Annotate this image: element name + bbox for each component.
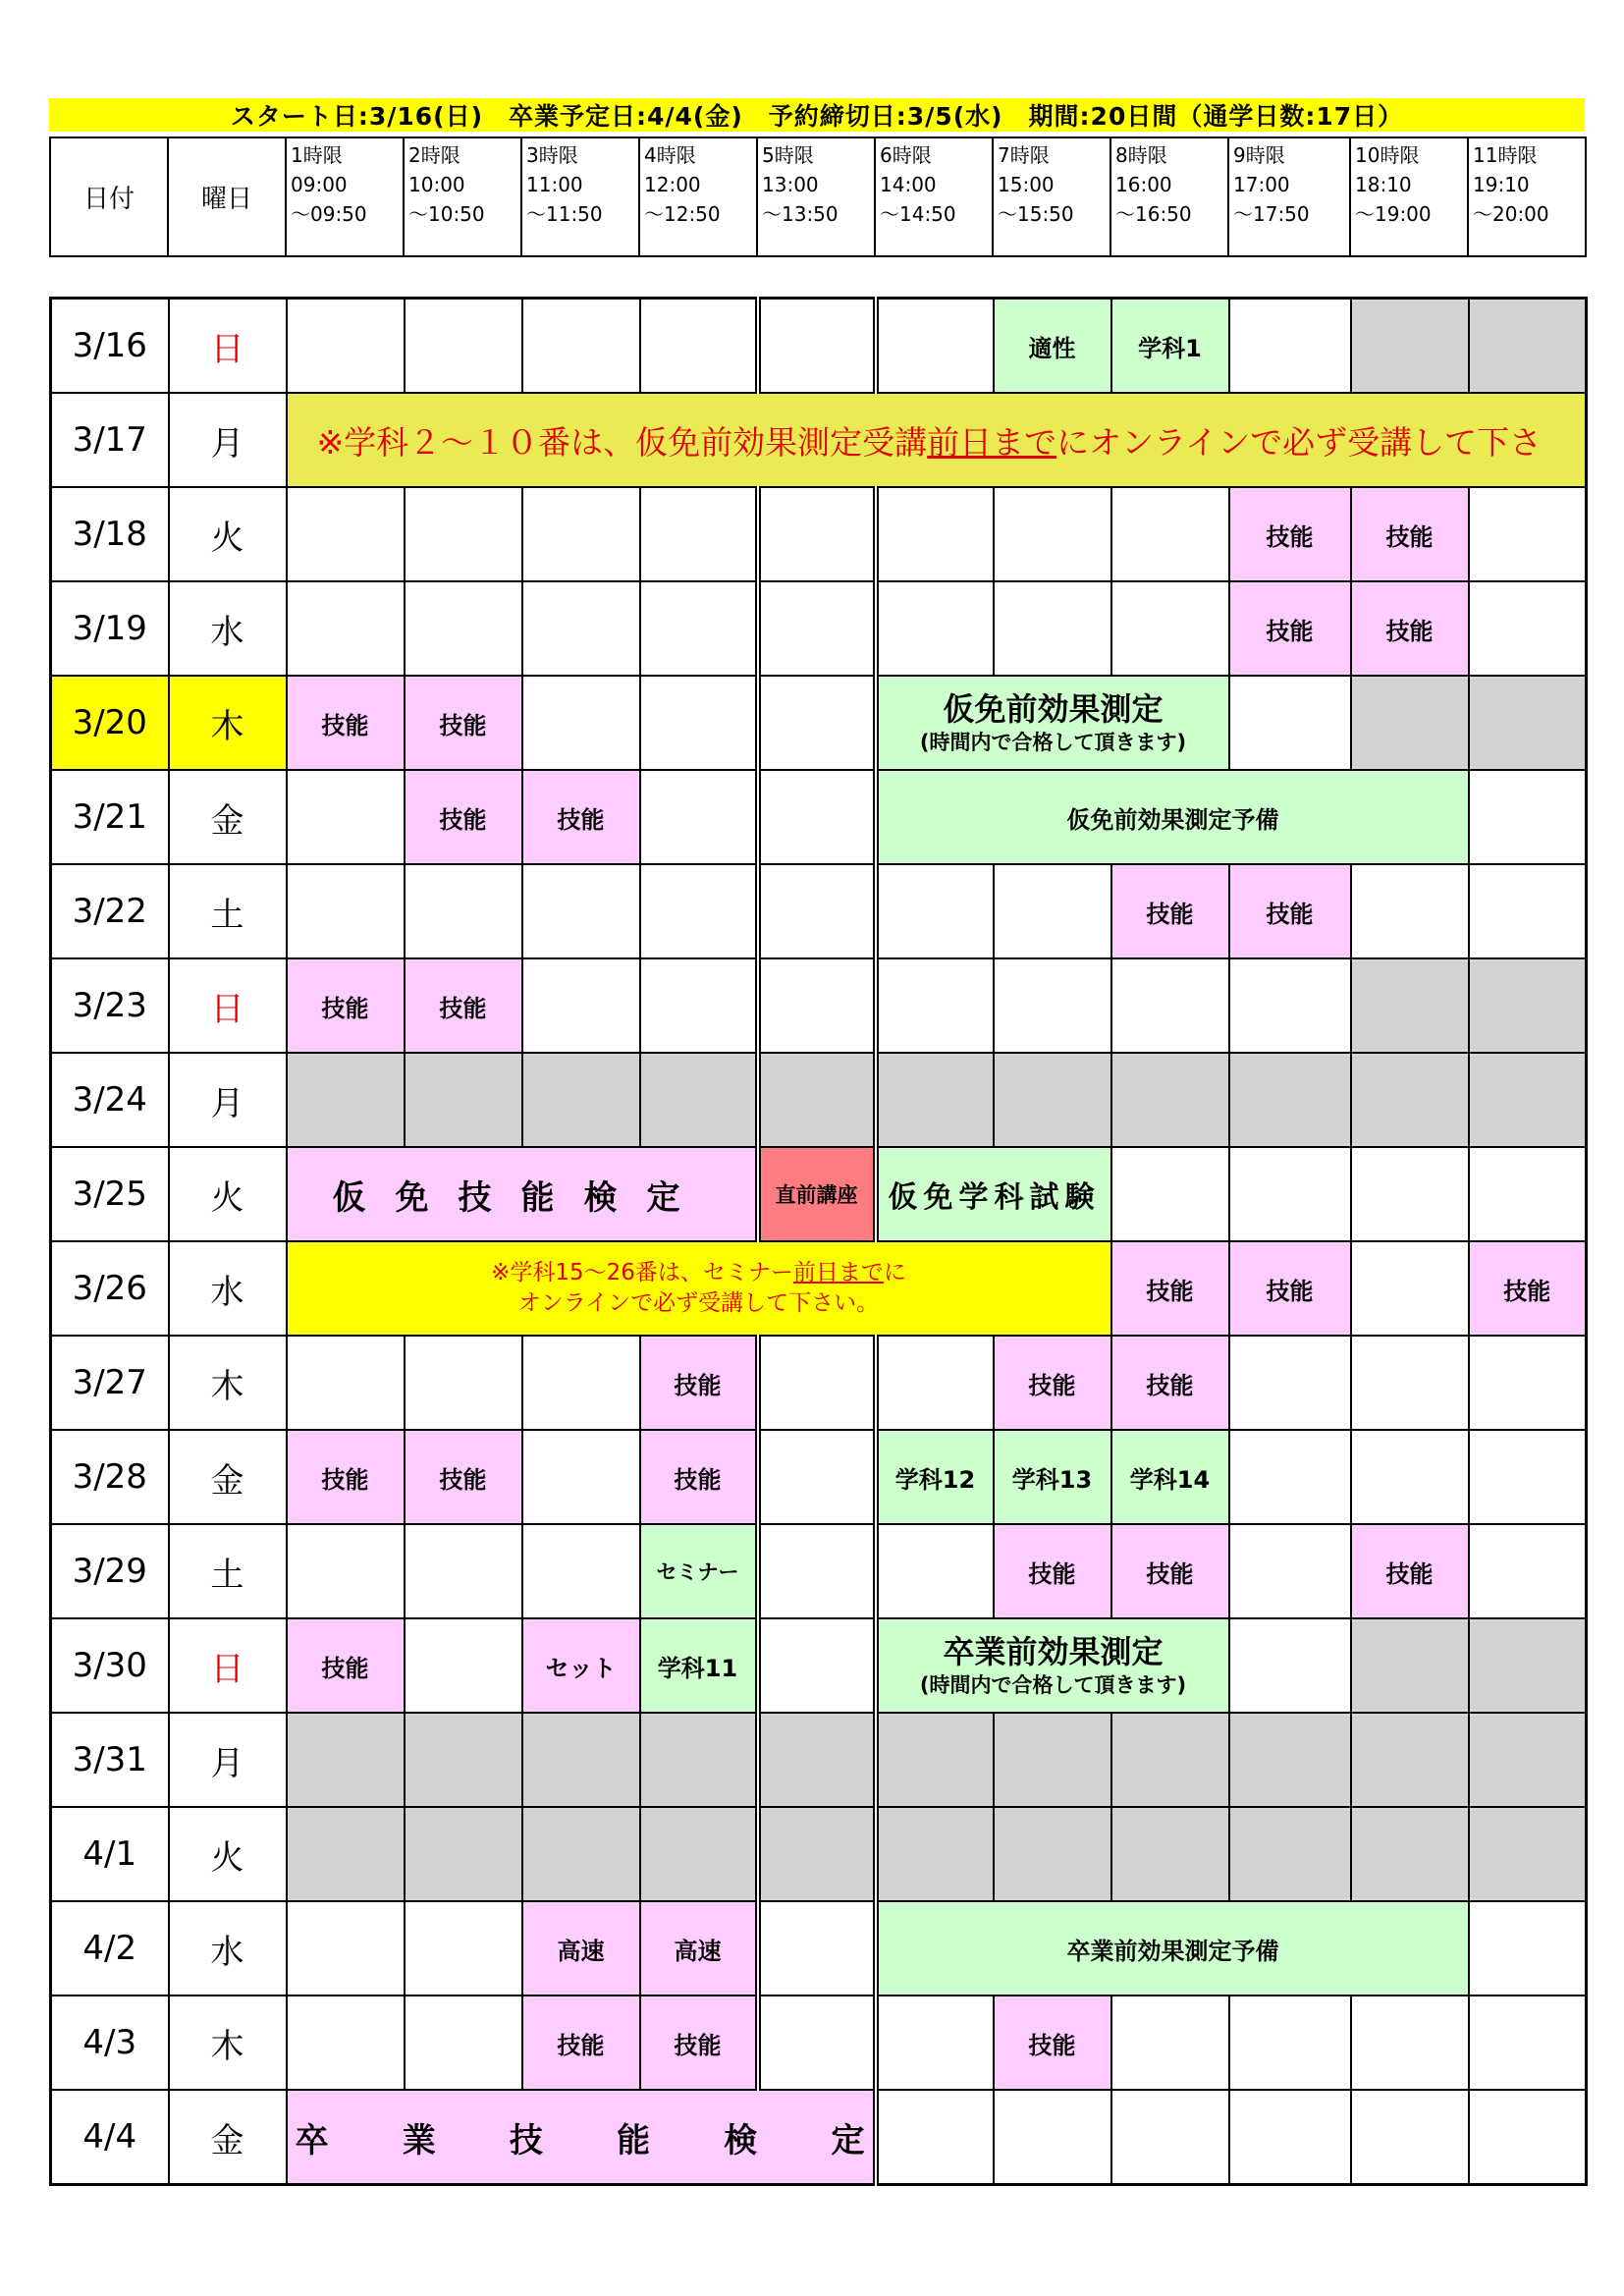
lesson-cell: 技能 [1229, 864, 1351, 958]
kamen-measure-cell: 仮免前効果測定 (時間内で合格して頂きます) [876, 676, 1229, 770]
row-dow: 金 [169, 770, 287, 864]
lesson-cell: 技能 [1111, 1241, 1229, 1336]
sotsugyo-skill-exam-cell [287, 2090, 876, 2185]
lesson-cell: 技能 [287, 1618, 405, 1713]
row-date: 3/26 [51, 1241, 169, 1336]
row-date: 3/18 [51, 487, 169, 581]
period-9: 9時限 17:00 ～17:50 [1228, 137, 1350, 256]
lesson-cell: 技能 [405, 676, 522, 770]
lesson-cell: 技能 [1111, 1524, 1229, 1618]
lesson-cell: 技能 [640, 1995, 758, 2090]
schedule-row [51, 1713, 1587, 1807]
row-dow: 金 [169, 1430, 287, 1524]
row-date: 3/28 [51, 1430, 169, 1524]
lesson-cell: 技能 [1469, 1241, 1587, 1336]
lesson-cell: 技能 [522, 1995, 640, 2090]
lesson-cell: 技能 [1229, 487, 1351, 581]
exam-label-char: 検 [724, 2120, 758, 2160]
lesson-cell: 学科14 [1111, 1430, 1229, 1524]
row-date: 3/25 [51, 1147, 169, 1241]
lesson-cell: セミナー [640, 1524, 758, 1618]
lesson-cell: 技能 [994, 1524, 1111, 1618]
exam-label-char: 定 [831, 2120, 865, 2160]
period-6: 6時限 14:00 ～14:50 [875, 137, 993, 256]
lesson-cell: 技能 [994, 1336, 1111, 1430]
lesson-cell: 学科11 [640, 1618, 758, 1713]
period-11: 11時限 19:10 ～20:00 [1468, 137, 1586, 256]
row-dow: 木 [169, 1336, 287, 1430]
lesson-cell: 技能 [1351, 487, 1469, 581]
lesson-cell: 技能 [287, 676, 405, 770]
schedule-row [51, 1241, 1587, 1336]
schedule-row [51, 1524, 1587, 1618]
row-dow: 月 [169, 1053, 287, 1147]
row-date: 3/31 [51, 1713, 169, 1807]
period-3: 3時限 11:00 ～11:50 [521, 137, 639, 256]
kamen-measure-reserve-cell: 仮免前効果測定予備 [876, 770, 1469, 864]
period-1: 1時限 09:00 ～09:50 [286, 137, 404, 256]
lesson-cell: 技能 [287, 958, 405, 1053]
header-date: 日付 [50, 137, 168, 256]
schedule-row [51, 1053, 1587, 1147]
row-dow: 木 [169, 1995, 287, 2090]
row-dow: 月 [169, 393, 287, 487]
schedule-row [51, 393, 1587, 487]
lesson-cell: 技能 [640, 1336, 758, 1430]
lesson-cell: 学科12 [876, 1430, 994, 1524]
lesson-cell: 高速 [640, 1901, 758, 1995]
schedule-row [51, 2090, 1587, 2185]
schedule-row [51, 1901, 1587, 1995]
lesson-cell: 技能 [1111, 1336, 1229, 1430]
lesson-cell: 技能 [405, 1430, 522, 1524]
exam-label-char: 能 [617, 2120, 651, 2160]
row-dow: 日 [169, 1618, 287, 1713]
period-header-table [49, 137, 1587, 257]
row-date: 3/20 [51, 676, 169, 770]
lesson-cell: 適性 [994, 299, 1111, 394]
schedule-summary-banner: スタート日:3/16(日) 卒業予定日:4/4(金) 予約締切日:3/5(水) 期間:20日間（通学日数:17日） [49, 98, 1585, 132]
online-lecture-notice: ※学科２～１０番は、仮免前効果測定受講前日までにオンラインで必ず受講して下さ [287, 393, 1587, 487]
exam-label-char: 業 [402, 2120, 436, 2160]
row-date: 3/23 [51, 958, 169, 1053]
exam-label-char: 技 [509, 2120, 543, 2160]
lesson-cell: 技能 [1111, 864, 1229, 958]
lesson-cell: 高速 [522, 1901, 640, 1995]
schedule-row [51, 299, 1587, 394]
schedule-row [51, 1336, 1587, 1430]
schedule-row [51, 958, 1587, 1053]
schedule-row [51, 770, 1587, 864]
lesson-cell: 学科1 [1111, 299, 1229, 394]
lesson-cell: 技能 [1351, 581, 1469, 676]
row-date: 3/27 [51, 1336, 169, 1430]
row-date: 3/16 [51, 299, 169, 394]
row-date: 3/24 [51, 1053, 169, 1147]
lesson-cell: 技能 [405, 958, 522, 1053]
row-dow: 月 [169, 1713, 287, 1807]
lesson-cell: セット [522, 1618, 640, 1713]
row-dow: 土 [169, 864, 287, 958]
schedule-row [51, 864, 1587, 958]
row-date: 3/22 [51, 864, 169, 958]
lesson-cell: 技能 [1229, 581, 1351, 676]
lesson-cell: 技能 [640, 1430, 758, 1524]
schedule-row [51, 1618, 1587, 1713]
row-dow: 火 [169, 487, 287, 581]
row-dow: 水 [169, 581, 287, 676]
period-5: 5時限 13:00 ～13:50 [757, 137, 875, 256]
seminar-online-notice: ※学科15～26番は、セミナー前日までに オンラインで必ず受講して下さい。 [287, 1241, 1111, 1336]
sotsugyo-measure-reserve-cell: 卒業前効果測定予備 [876, 1901, 1469, 1995]
schedule-row [51, 676, 1587, 770]
lesson-cell: 学科13 [994, 1430, 1111, 1524]
row-dow: 日 [169, 299, 287, 394]
period-10: 10時限 18:10 ～19:00 [1350, 137, 1468, 256]
row-date: 3/29 [51, 1524, 169, 1618]
period-4: 4時限 12:00 ～12:50 [639, 137, 757, 256]
row-dow: 木 [169, 676, 287, 770]
schedule-row [51, 581, 1587, 676]
row-date: 4/1 [51, 1807, 169, 1901]
exam-label-char: 卒 [295, 2120, 329, 2160]
lesson-cell: 技能 [405, 770, 522, 864]
row-dow: 火 [169, 1807, 287, 1901]
lesson-cell: 技能 [287, 1430, 405, 1524]
kamen-gakka-exam-cell: 仮免学科試験 [876, 1147, 1111, 1241]
lesson-cell: 技能 [1351, 1524, 1469, 1618]
period-8: 8時限 16:00 ～16:50 [1110, 137, 1228, 256]
schedule-row [51, 487, 1587, 581]
kamen-skill-exam-cell: 仮免技能検定 [287, 1147, 758, 1241]
row-date: 4/3 [51, 1995, 169, 2090]
schedule-row [51, 1430, 1587, 1524]
schedule-row [51, 1807, 1587, 1901]
lesson-cell: 技能 [994, 1995, 1111, 2090]
row-dow: 金 [169, 2090, 287, 2185]
row-date: 3/30 [51, 1618, 169, 1713]
header-dow: 曜日 [168, 137, 286, 256]
row-dow: 火 [169, 1147, 287, 1241]
chokuzen-cell: 直前講座 [758, 1147, 876, 1241]
row-date: 4/2 [51, 1901, 169, 1995]
row-date: 3/19 [51, 581, 169, 676]
sotsugyo-measure-cell: 卒業前効果測定 (時間内で合格して頂きます) [876, 1618, 1229, 1713]
lesson-cell: 技能 [1229, 1241, 1351, 1336]
schedule-row [51, 1147, 1587, 1241]
period-2: 2時限 10:00 ～10:50 [404, 137, 521, 256]
row-dow: 水 [169, 1241, 287, 1336]
row-dow: 日 [169, 958, 287, 1053]
row-date: 3/21 [51, 770, 169, 864]
sotsugyo-skill-exam-label [288, 2113, 873, 2161]
row-dow: 水 [169, 1901, 287, 1995]
period-7: 7時限 15:00 ～15:50 [993, 137, 1110, 256]
row-date: 3/17 [51, 393, 169, 487]
schedule-table [49, 297, 1588, 2186]
row-dow: 土 [169, 1524, 287, 1618]
lesson-cell: 技能 [522, 770, 640, 864]
row-date: 4/4 [51, 2090, 169, 2185]
schedule-row [51, 1995, 1587, 2090]
